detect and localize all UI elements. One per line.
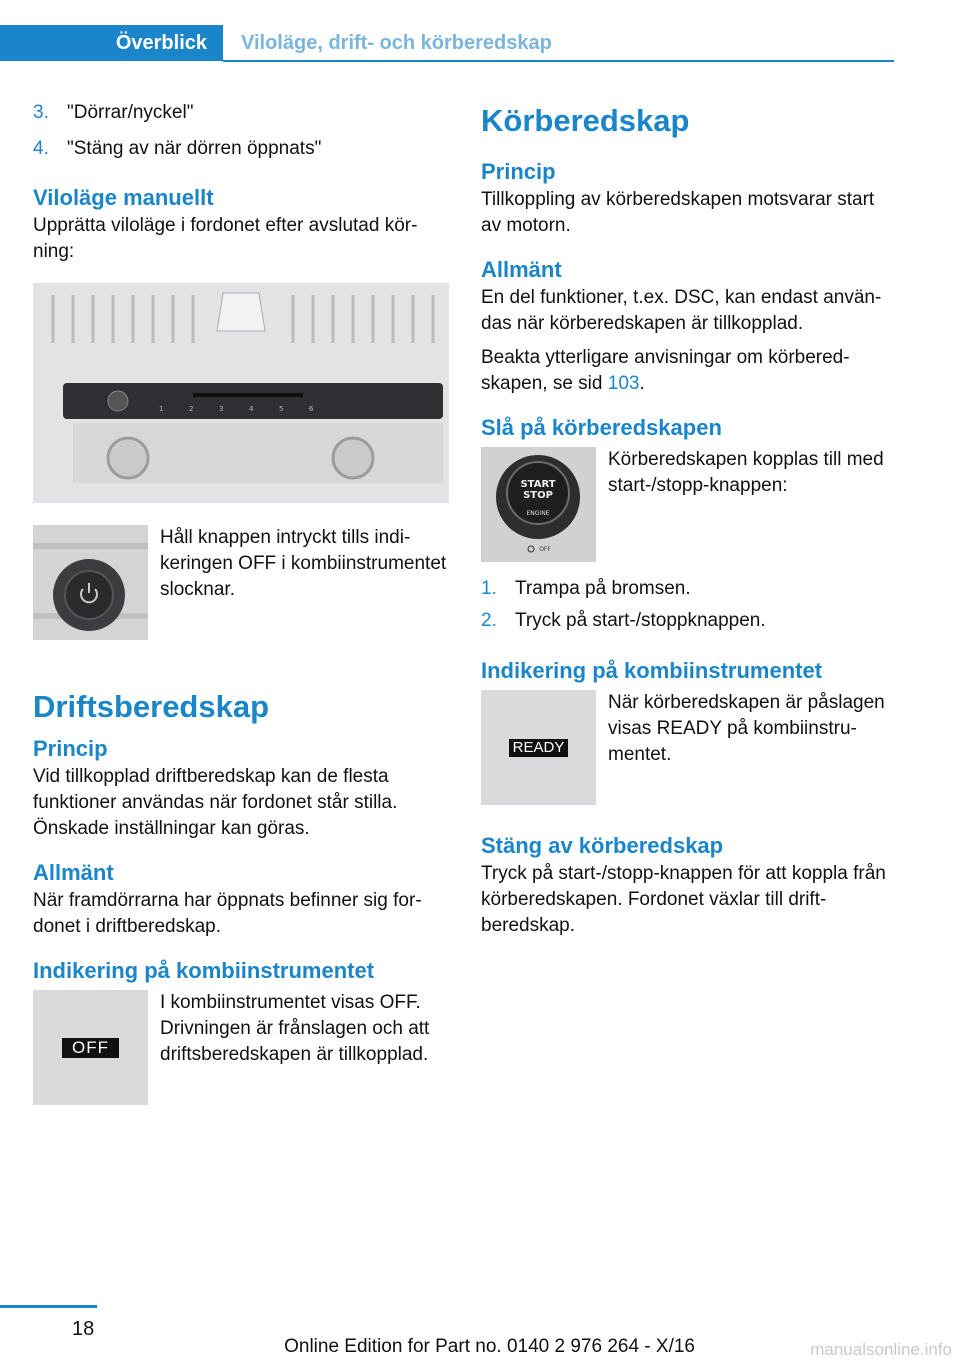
ready-figure [481,690,897,805]
allmant-text: När framdörrarna har öppnats befinner sig fordonet i driftberedskap. [33,890,422,937]
svg-text:1: 1 [159,405,164,413]
svg-text:5: 5 [279,405,284,413]
heading-princip: Princip [481,159,556,184]
power-knob-illustration [33,525,148,640]
list-item [481,576,897,602]
off-figure [33,990,449,1105]
start-figure [481,447,897,562]
dashboard-photo [33,283,449,503]
princip-text: Tillkoppling av körberedskapen motsvarar start av motorn. [481,189,875,236]
right-column [481,101,897,939]
heading-sla-pa: Slå på körberedskapen [481,415,722,440]
knob-caption: Håll knappen intryckt tills indikeringen OFF i kombiinstrumentet slocknar. [160,527,447,600]
viloläge-text: Upprätta viloläge i fordonet efter avslutad körning: [33,215,418,262]
allmant-text-2 [481,345,897,397]
watermark: manualsonline.info [810,1340,952,1359]
svg-text:6: 6 [309,405,314,413]
knob-photo [33,525,148,640]
allmant-text-2-pre: Beakta ytterligare anvisningar om körberedskapen, se sid [481,347,850,394]
stop-label: STOP [523,490,553,501]
off-small-label: OFF [539,546,551,553]
princip-text: Vid tillkopplad driftberedskap kan de flesta funktioner användas när fordonet står stilla. Önskade inställningar kan göras. [33,766,398,839]
list-item [33,100,449,126]
list-text: "Dörrar/nyckel" [67,102,194,123]
page-header [0,25,894,61]
heading-allmant: Allmänt [481,257,562,282]
list-number: 3. [33,102,49,123]
list-number: 2. [481,610,497,631]
page-link[interactable]: 103 [607,373,640,394]
allmant-text-2-post: . [639,373,645,394]
engine-label: ENGINE [526,510,550,517]
start-stop-photo [481,447,596,562]
off-indicator-image [33,990,148,1105]
start-caption: Körberedskapen kopplas till med start-/stopp-knappen: [608,449,884,496]
header-rule [223,60,894,62]
heading-princip: Princip [33,736,108,761]
list-number: 1. [481,578,497,599]
heading-indikering: Indikering på kombiinstrumentet [33,958,375,983]
ready-indicator-image [481,690,596,805]
footer-rule [0,1305,97,1308]
off-caption: I kombiinstrumentet visas OFF. Drivningen är frånslagen och att driftsberedskapen är tillkopplad. [160,992,430,1065]
ready-caption: När körberedskapen är påslagen visas READY på kombiinstrumentet. [608,692,885,765]
knob-figure [33,525,449,640]
heading-stang-av: Stäng av körberedskap [481,833,724,858]
svg-text:3: 3 [219,405,224,413]
edition-text: Online Edition for Part no. 0140 2 976 264 - X/16 [284,1336,695,1357]
stang-text: Tryck på start-/stopp-knappen för att koppla från körberedskapen. Fordonet växlar till driftberedskap. [481,863,886,936]
off-indicator-label: OFF [62,1038,119,1058]
heading-allmant: Allmänt [33,860,114,885]
svg-text:4: 4 [249,405,254,413]
left-column [33,100,449,1105]
heading-viloläge: Viloläge manuellt [33,185,214,210]
list-item [481,608,897,634]
allmant-text-1: En del funktioner, t.ex. DSC, kan endast användas när körberedskapen är tillkopplad. [481,287,882,334]
chapter-title[interactable]: Viloläge, drift- och körberedskap [223,25,894,61]
start-label: START [520,479,556,490]
list-item [33,136,449,162]
section-tab[interactable]: Överblick [0,25,223,61]
console-illustration [33,283,449,503]
list-text: Trampa på bromsen. [515,578,691,599]
list-text: Tryck på start-/stoppknappen. [515,610,766,631]
heading-indikering: Indikering på kombiinstrumentet [481,658,823,683]
page-number: 18 [72,1318,95,1340]
section-title-korberedskap: Körberedskap [481,103,690,138]
list-number: 4. [33,138,49,159]
svg-text:2: 2 [189,405,194,413]
section-title-driftsberedskap: Driftsberedskap [33,689,270,724]
ready-indicator-label: READY [509,739,569,757]
list-text: "Stäng av när dörren öppnats" [67,138,322,159]
start-stop-button-illustration [481,447,596,562]
